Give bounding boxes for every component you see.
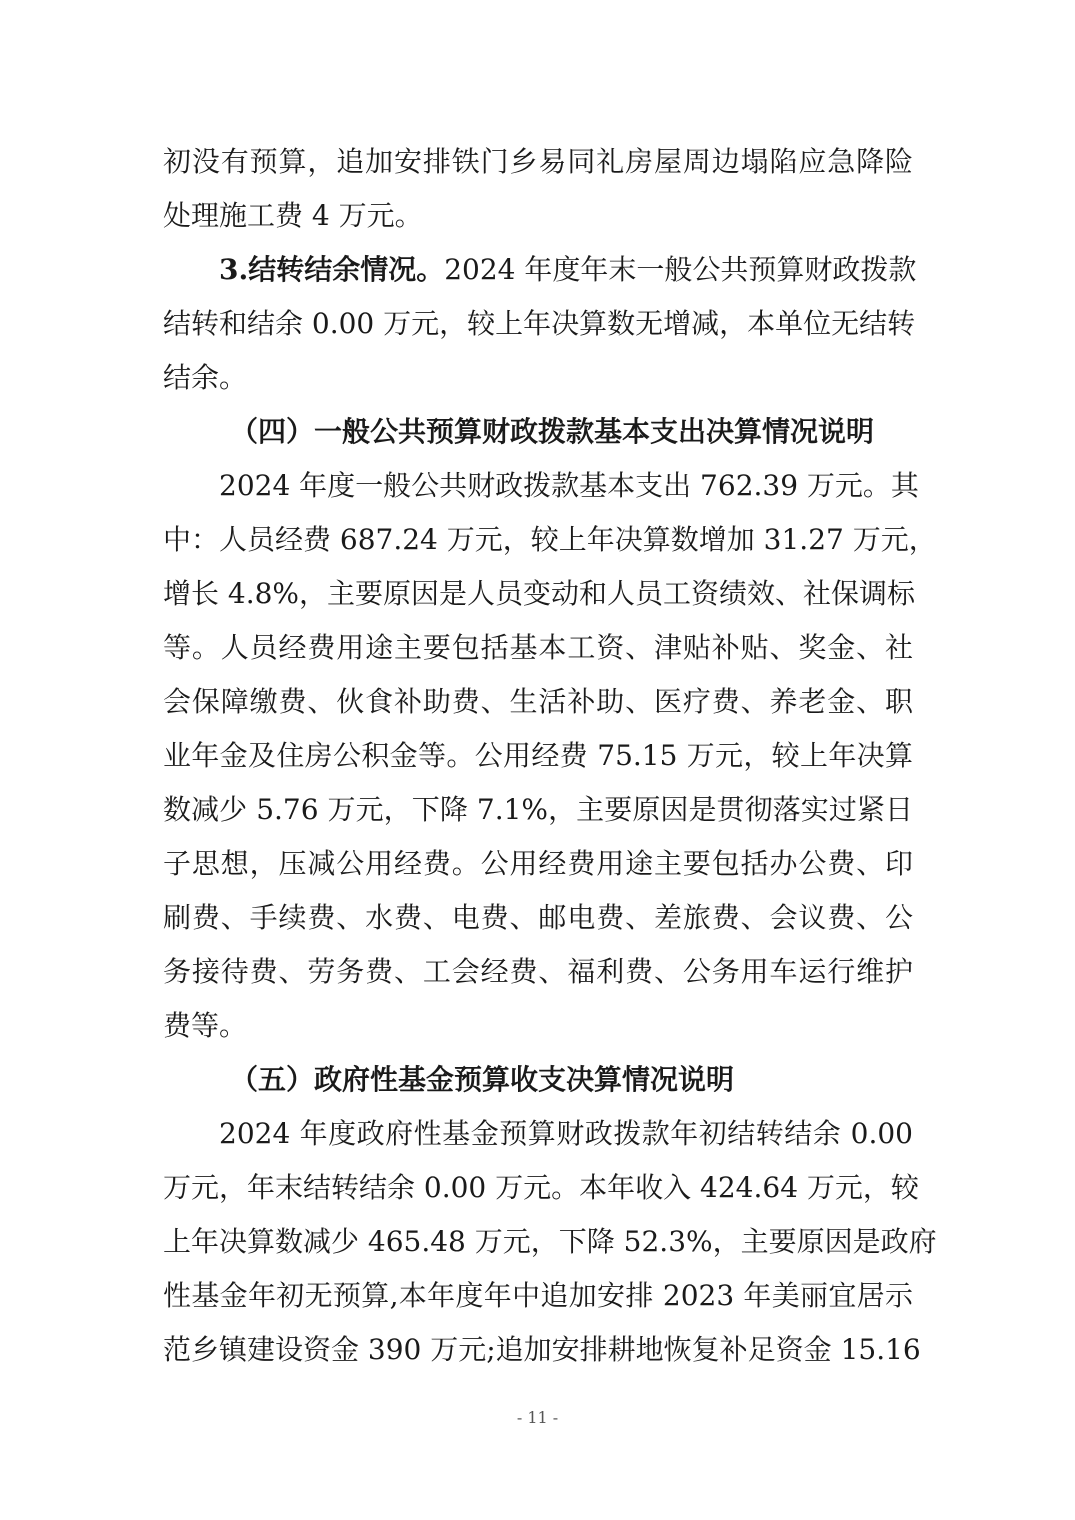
section-heading: （五）政府性基金预算收支决算情况说明 bbox=[230, 1063, 735, 1096]
body-line: 范乡镇建设资金 390 万元;追加安排耕地恢复补足资金 15.16 bbox=[163, 1333, 921, 1366]
body-line: 刷费、手续费、水费、电费、邮电费、差旅费、会议费、公 bbox=[163, 901, 913, 934]
body-line: 上年决算数减少 465.48 万元，下降 52.3%，主要原因是政府 bbox=[163, 1225, 937, 1258]
section-lead: 3.结转结余情况。 bbox=[219, 253, 445, 286]
body-line: 增长 4.8%，主要原因是人员变动和人员工资绩效、社保调标 bbox=[163, 577, 916, 610]
body-line: 2024 年度政府性基金预算财政拨款年初结转结余 0.00 bbox=[219, 1117, 913, 1150]
body-text: 2024 年度年末一般公共预算财政拨款 bbox=[444, 253, 917, 286]
body-line: 万元，年末结转结余 0.00 万元。本年收入 424.64 万元，较 bbox=[163, 1171, 919, 1204]
body-line: 务接待费、劳务费、工会经费、福利费、公务用车运行维护 bbox=[163, 955, 913, 988]
body-line: 结余。 bbox=[163, 361, 248, 394]
body-line bbox=[219, 243, 917, 297]
body-line: 初没有预算，追加安排铁门乡易同礼房屋周边塌陷应急降险 bbox=[163, 145, 913, 178]
body-line: 数减少 5.76 万元，下降 7.1%，主要原因是贯彻落实过紧日 bbox=[163, 793, 913, 826]
body-line: 中：人员经费 687.24 万元，较上年决算数增加 31.27 万元， bbox=[163, 523, 937, 556]
body-line: 费等。 bbox=[163, 1009, 248, 1042]
body-line: 结转和结余 0.00 万元，较上年决算数无增减，本单位无结转 bbox=[163, 307, 916, 340]
body-line: 会保障缴费、伙食补助费、生活补助、医疗费、养老金、职 bbox=[163, 685, 913, 718]
body-line: 等。人员经费用途主要包括基本工资、津贴补贴、奖金、社 bbox=[163, 631, 913, 664]
body-line: 业年金及住房公积金等。公用经费 75.15 万元，较上年决算 bbox=[163, 739, 913, 772]
body-line: 子思想，压减公用经费。公用经费用途主要包括办公费、印 bbox=[163, 847, 913, 880]
body-line: 性基金年初无预算,本年度年中追加安排 2023 年美丽宜居示 bbox=[163, 1279, 913, 1312]
body-line: 2024 年度一般公共财政拨款基本支出 762.39 万元。其 bbox=[219, 469, 919, 502]
body-line: 处理施工费 4 万元。 bbox=[163, 199, 423, 232]
page-number: - 11 - bbox=[516, 1408, 559, 1427]
section-heading: （四）一般公共预算财政拨款基本支出决算情况说明 bbox=[230, 415, 875, 448]
